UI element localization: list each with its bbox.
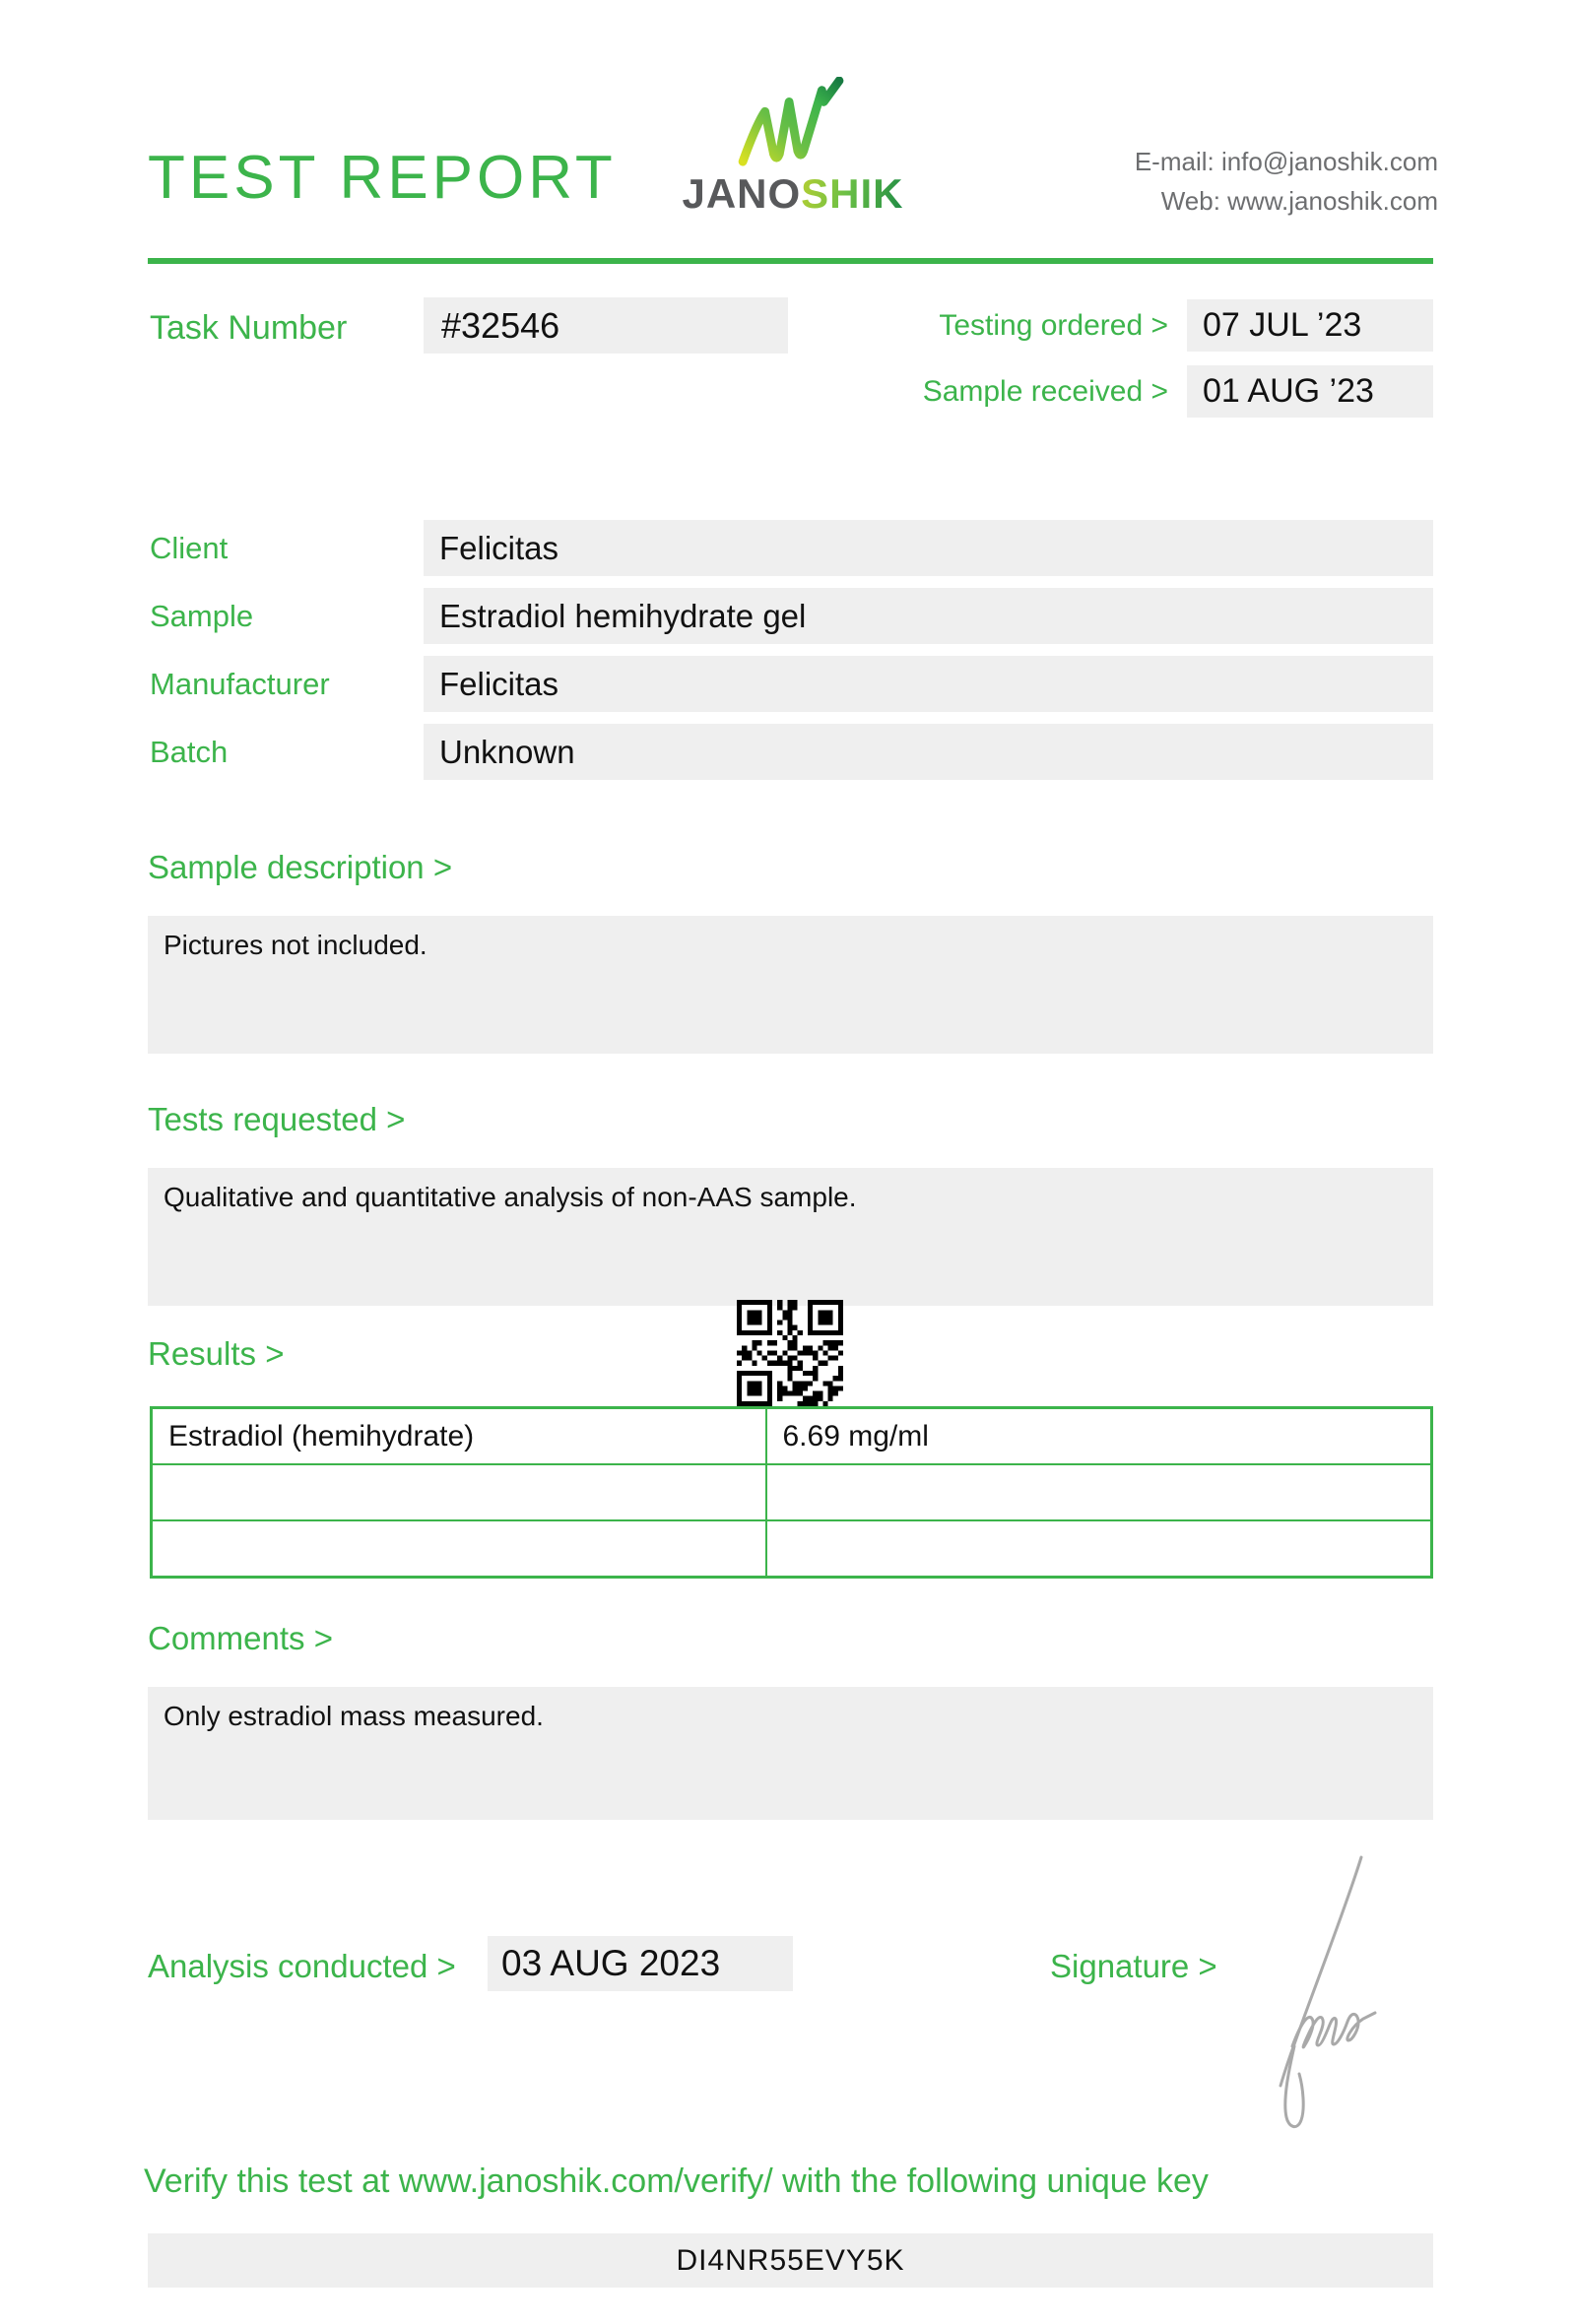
client-label: Client — [150, 531, 229, 565]
task-number-value: #32546 — [424, 297, 788, 354]
analyte-cell — [152, 1464, 766, 1520]
page-title: TEST REPORT — [148, 144, 617, 212]
results-row-1 — [152, 1408, 1432, 1465]
results-row-3 — [152, 1520, 1432, 1578]
logo-wordmark-right: SHIK — [801, 170, 904, 217]
sample-description-heading: Sample description > — [148, 849, 453, 885]
contact-block — [1135, 142, 1438, 221]
logo-wordmark — [680, 170, 906, 217]
sample-received-label: Sample received > — [922, 375, 1168, 408]
manufacturer-label: Manufacturer — [150, 667, 330, 701]
analysis-conducted-date: 03 AUG 2023 — [488, 1936, 793, 1991]
info-row-sample — [0, 588, 1576, 644]
comments-text: Only estradiol mass measured. — [164, 1701, 544, 1731]
sample-description-text: Pictures not included. — [164, 930, 427, 960]
info-row-client — [0, 520, 1576, 576]
analysis-conducted-label: Analysis conducted > — [148, 1948, 456, 1984]
verify-instruction: Verify this test at www.janoshik.com/verify/ with the following unique key — [144, 2163, 1209, 2200]
comments-box — [148, 1687, 1433, 1820]
contact-web: Web: www.janoshik.com — [1160, 186, 1438, 216]
unique-key-value: DI4NR55EVY5K — [148, 2233, 1433, 2288]
results-table — [150, 1406, 1433, 1579]
logo-wordmark-left: JANO — [682, 170, 802, 217]
qr-code — [736, 1300, 844, 1406]
client-value: Felicitas — [424, 520, 1433, 576]
sample-received-date: 01 AUG ’23 — [1187, 365, 1433, 418]
signature-image — [1263, 1851, 1401, 2147]
analyte-cell — [152, 1520, 766, 1578]
info-row-batch — [0, 724, 1576, 780]
tests-requested-text: Qualitative and quantitative analysis of non-AAS sample. — [164, 1182, 857, 1212]
contact-email: E-mail: info@janoshik.com — [1134, 147, 1438, 176]
batch-value: Unknown — [424, 724, 1433, 780]
results-row-2 — [152, 1464, 1432, 1520]
sample-value: Estradiol hemihydrate gel — [424, 588, 1433, 644]
signature-label: Signature > — [1050, 1948, 1217, 1984]
result-cell — [766, 1464, 1432, 1520]
testing-ordered-date: 07 JUL ’23 — [1187, 299, 1433, 352]
sample-label: Sample — [150, 599, 254, 633]
sample-info-list — [0, 520, 1576, 792]
testing-ordered-label: Testing ordered > — [939, 309, 1168, 342]
header-divider — [148, 258, 1433, 264]
batch-label: Batch — [150, 735, 229, 769]
task-number-label: Task Number — [150, 309, 348, 347]
comments-heading: Comments > — [148, 1620, 333, 1656]
info-row-manufacturer — [0, 656, 1576, 712]
sample-description-box — [148, 916, 1433, 1054]
tests-requested-heading: Tests requested > — [148, 1101, 406, 1137]
janoshik-logo — [680, 77, 906, 215]
result-cell — [766, 1520, 1432, 1578]
result-cell: 6.69 mg/ml — [766, 1408, 1432, 1465]
analyte-cell: Estradiol (hemihydrate) — [152, 1408, 766, 1465]
tests-requested-box — [148, 1168, 1433, 1306]
results-heading: Results > — [148, 1335, 285, 1372]
chart-growth-icon — [735, 77, 851, 167]
manufacturer-value: Felicitas — [424, 656, 1433, 712]
